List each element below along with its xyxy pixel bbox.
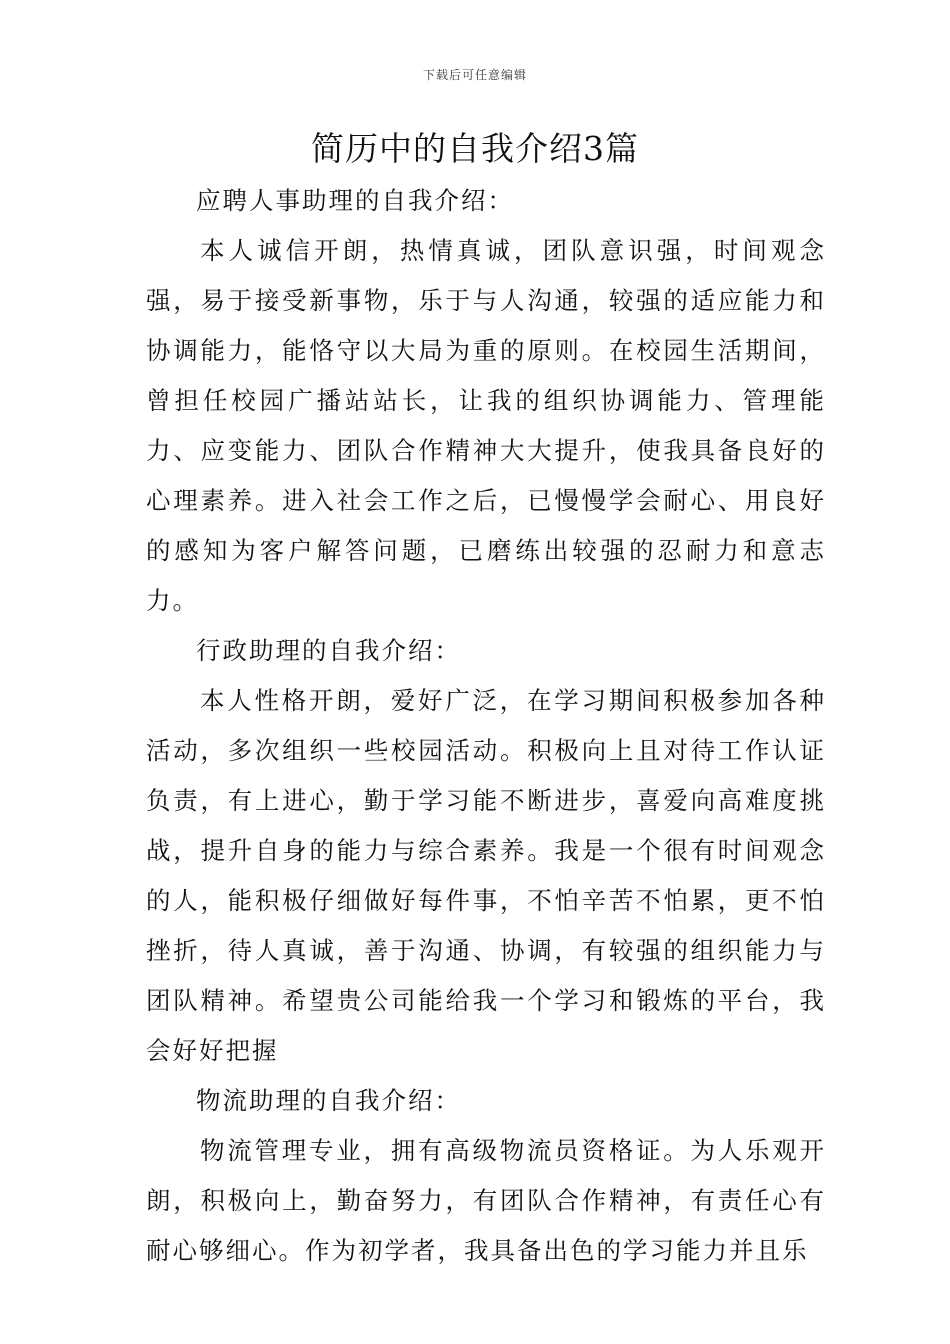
document-body	[146, 176, 826, 1276]
section-heading-logistics-assistant: 物流助理的自我介绍：	[196, 1086, 461, 1115]
section-text-hr-assistant: 本人诚信开朗，热情真诚，团队意识强，时间观念强，易于接受新事物，乐于与人沟通，较强的适应能力和协调能力，能恪守以大局为重的原则。在校园生活期间，曾担任校园广播站站长，让我的组织协调能力、管理能力、应变能力、团队合作精神大大提升，使我具备良好的心理素养。进入社会工作之后，已慢慢学会耐心、用良好的感知为客户解答问题，已磨练出较强的忍耐力和意志力。	[146, 236, 826, 615]
section-text-admin-assistant: 本人性格开朗，爱好广泛，在学习期间积极参加各种活动，多次组织一些校园活动。积极向上且对待工作认证负责，有上进心，勤于学习能不断进步，喜爱向高难度挑战，提升自身的能力与综合素养。我是一个很有时间观念的人，能积极仔细做好每件事，不怕辛苦不怕累，更不怕挫折，待人真诚，善于沟通、协调，有较强的组织能力与团队精神。希望贵公司能给我一个学习和锻炼的平台，我会好好把握	[146, 686, 826, 1065]
section-heading-hr-assistant: 应聘人事助理的自我介绍：	[196, 186, 514, 215]
section-text-logistics-assistant: 物流管理专业，拥有高级物流员资格证。为人乐观开朗，积极向上，勤奋努力，有团队合作精神，有责任心有耐心够细心。作为初学者，我具备出色的学习能力并且乐	[146, 1136, 826, 1265]
document-title: 简历中的自我介绍3篇	[311, 129, 639, 168]
header-note: 下载后可任意编辑	[422, 68, 527, 82]
section-heading-admin-assistant: 行政助理的自我介绍：	[196, 636, 461, 665]
